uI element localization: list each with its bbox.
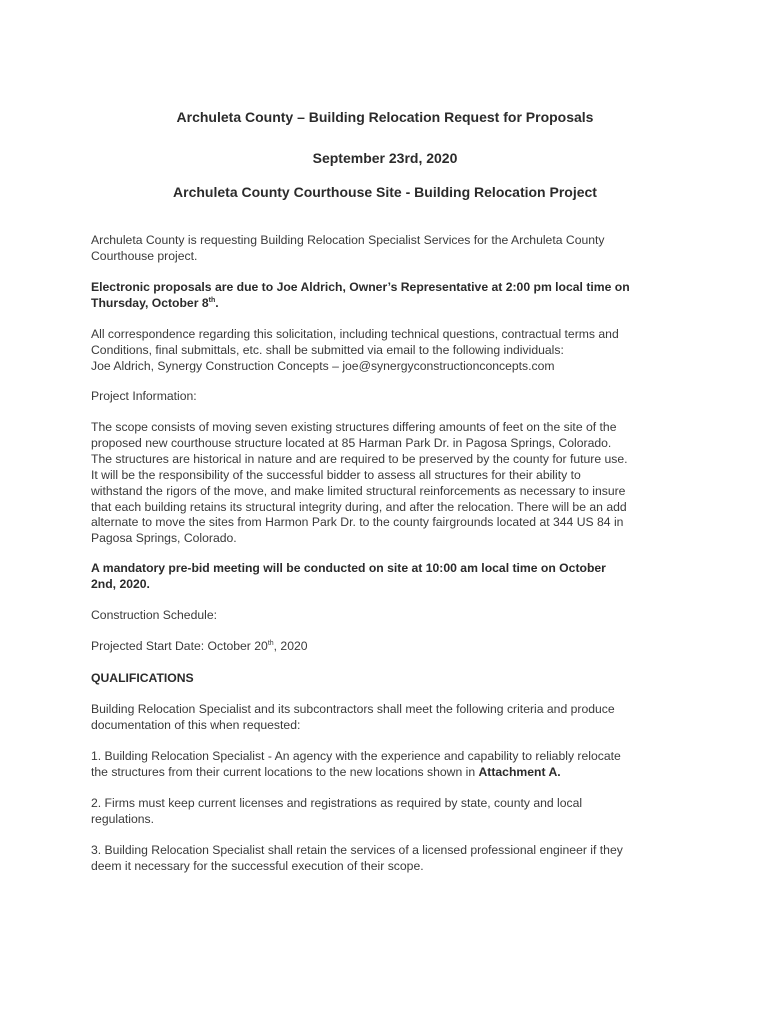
prebid-paragraph [91, 561, 691, 593]
proposals-due-line: Electronic proposals are due to Joe Aldrich, Owner’s Representative at 2:00 pm local time on [91, 280, 630, 294]
prebid-line: 2nd, 2020. [91, 576, 150, 591]
proposals-due-paragraph [91, 280, 691, 312]
document-date: September 23rd, 2020 [312, 150, 458, 166]
correspondence-paragraph [91, 327, 691, 375]
scope-line: withstand the rigors of the move, and make limited structural reinforcements as necessary to insure [91, 483, 626, 498]
scope-line: proposed new courthouse structure located at 85 Harman Park Dr. in Pagosa Springs, Colorado. [91, 435, 612, 450]
qualification-line: 2. Firms must keep current licenses and registrations as required by state, county and local [91, 796, 583, 810]
scope-paragraph [91, 420, 691, 547]
proposals-due-date: Thursday, October 8 [91, 295, 209, 310]
qualifications-intro-line: documentation of this when requested: [91, 717, 301, 732]
qualification-line: deem it necessary for the successful execution of their scope. [91, 858, 424, 873]
start-date [91, 639, 691, 655]
scope-line: The structures are historical in nature and are required to be preserved by the county for future use. [91, 451, 628, 466]
qualification-item-1 [91, 749, 691, 781]
qualifications-heading: QUALIFICATIONS [91, 671, 194, 685]
qualification-item-3 [91, 843, 691, 875]
project-title: Archuleta County Courthouse Site - Building Relocation Project [173, 184, 597, 200]
scope-line: Pagosa Springs, Colorado. [91, 531, 237, 546]
period: . [215, 295, 219, 310]
prebid-line: A mandatory pre-bid meeting will be conducted on site at 10:00 am local time on October [91, 561, 606, 575]
contact-line: Joe Aldrich, Synergy Construction Concepts – joe@synergyconstructionconcepts.com [91, 358, 555, 373]
qualification-line [91, 765, 691, 781]
intro-paragraph [91, 233, 691, 265]
attachment-reference: Attachment A. [478, 764, 561, 779]
intro-line: Archuleta County is requesting Building Relocation Specialist Services for the Archuleta County [91, 233, 605, 247]
start-date-year: , 2020 [273, 639, 308, 653]
project-info-heading: Project Information: [91, 389, 197, 403]
ordinal-suffix: th [267, 639, 274, 647]
qualifications-intro [91, 702, 691, 734]
qualification-item-2 [91, 796, 691, 828]
qualifications-intro-line: Building Relocation Specialist and its subcontractors shall meet the following criteria and produce [91, 702, 615, 716]
scope-line: alternate to move the sites from Harmon Park Dr. to the county fairgrounds located at 344 US 84 in [91, 515, 624, 530]
qualification-line: 3. Building Relocation Specialist shall retain the services of a licensed professional engineer if they [91, 843, 623, 857]
correspondence-line: Conditions, final submittals, etc. shall be submitted via email to the following individuals: [91, 342, 564, 357]
document-title: Archuleta County – Building Relocation Request for Proposals [176, 109, 594, 125]
correspondence-line: All correspondence regarding this solicitation, including technical questions, contractual terms and [91, 327, 619, 341]
proposals-due-line [91, 296, 691, 312]
scope-line: that each building retains its structural integrity during, and after the relocation. There will be an add [91, 499, 627, 514]
start-date-text: Projected Start Date: October 20 [91, 639, 268, 653]
ordinal-suffix: th [208, 296, 216, 304]
qualification-text: the structures from their current locations to the new locations shown in [91, 764, 479, 779]
scope-line: It will be the responsibility of the successful bidder to assess all structures for their ability to [91, 467, 581, 482]
schedule-heading: Construction Schedule: [91, 608, 218, 622]
scope-line: The scope consists of moving seven existing structures differing amounts of feet on the site of the [91, 420, 617, 434]
qualification-line: regulations. [91, 811, 155, 826]
intro-line: Courthouse project. [91, 248, 198, 263]
qualification-line: 1. Building Relocation Specialist - An agency with the experience and capability to reliably relocate [91, 749, 621, 763]
